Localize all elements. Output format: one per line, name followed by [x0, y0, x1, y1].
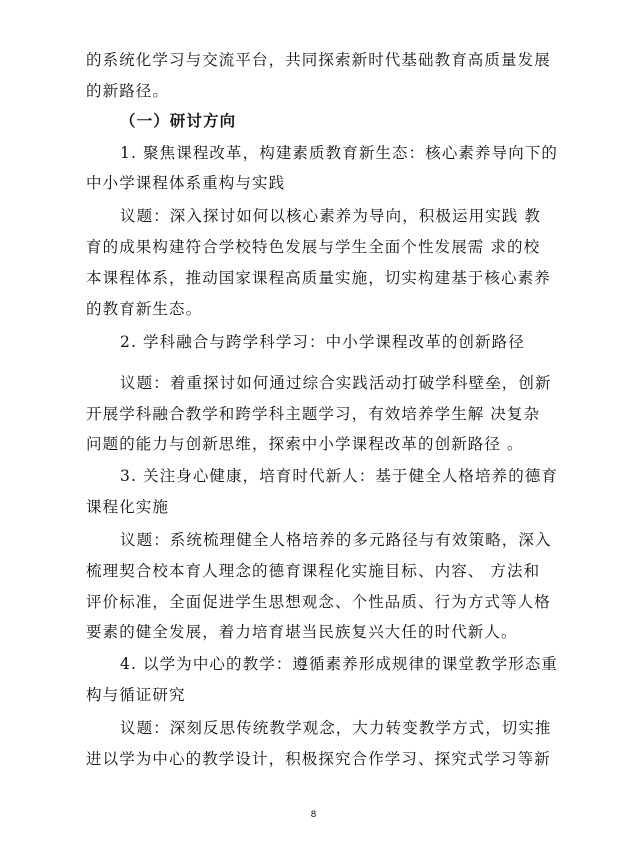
topic-body-line: 议题：系统梳理健全人格培养的多元路径与有效策略，深入 — [120, 531, 552, 549]
page-number: 8 — [310, 810, 317, 820]
topic-title-line: 2. 学科融合与跨学科学习：中小学课程改革的创新路径 — [120, 333, 525, 351]
intro-line: 的新路径。 — [86, 82, 170, 100]
topic-body-line: 问题的能力与创新思维，探索中小学课程改革的创新路径 。 — [86, 435, 524, 453]
topic-body-line: 评价标准，全面促进学生思想观念、个性品质、行为方式等人格 — [86, 593, 551, 611]
topic-body-line: 开展学科融合教学和跨学科主题学习，有效培养学生解 决复杂 — [86, 405, 541, 423]
topic-title-line: 课程化实施 — [86, 498, 170, 516]
intro-line: 的系统化学习与交流平台，共同探索新时代基础教育高质量发展 — [86, 51, 551, 69]
topic-body-line: 的教育新生态。 — [86, 300, 203, 318]
topic-body-line: 议题：深刻反思传统教学观念，大力转变教学方式，切实推 — [120, 719, 552, 737]
topic-title-line: 4. 以学为中心的教学：遵循素养形成规律的课堂教学形态重 — [120, 655, 559, 673]
section-heading: （一）研讨方向 — [120, 111, 237, 130]
topic-body-line: 议题：着重探讨如何通过综合实践活动打破学科壁垒，创新 — [120, 374, 552, 392]
topic-body-line: 要素的健全发展，着力培育堪当民族复兴大任的时代新人。 — [86, 623, 518, 641]
topic-body-line: 进以学为中心的教学设计，积极探究合作学习、探究式学习等新 — [86, 750, 551, 768]
topic-body-line: 育的成果构建符合学校特色发展与学生全面个性发展需 求的校 — [86, 238, 541, 256]
topic-title-line: 3. 关注身心健康，培育时代新人：基于健全人格培养的德育 — [120, 467, 559, 485]
topic-title-line: 构与循证研究 — [86, 686, 186, 704]
topic-body-line: 本课程体系，推动国家课程高质量实施，切实构建基于核心素养 — [86, 269, 551, 287]
topic-title-line: 1. 聚焦课程改革，构建素质教育新生态：核心素养导向下的 — [120, 144, 559, 162]
topic-body-line: 议题：深入探讨如何以核心素养为导向，积极运用实践 教 — [120, 207, 542, 225]
topic-body-line: 梳理契合校本育人理念的德育课程化实施目标、内容、 方法和 — [86, 562, 541, 580]
topic-title-line: 中小学课程体系重构与实践 — [86, 174, 286, 192]
